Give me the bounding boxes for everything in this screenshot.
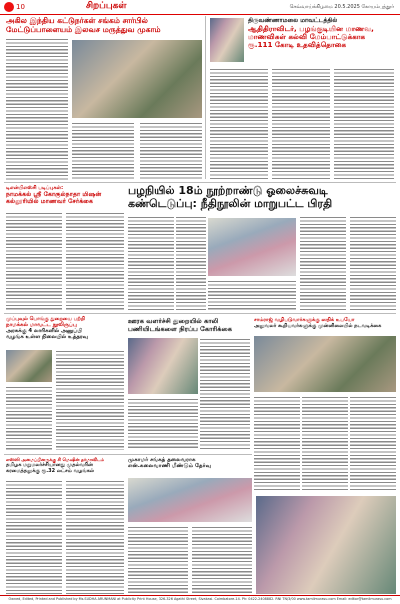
article-body — [6, 212, 62, 310]
article-body — [72, 122, 134, 180]
article-photo — [254, 336, 396, 392]
article-body — [200, 338, 250, 450]
event-photo — [256, 496, 396, 594]
article-body — [66, 212, 124, 310]
article-headline: ஊரக வளர்ச்சி துறையில் காலி பணியிடங்களை நிரப்ப கோரிக்கை — [128, 317, 232, 333]
edition-date: செவ்வாய்க்கிழமை 20.5.2025 கோயம்புத்தூர் — [289, 4, 394, 10]
section-divider — [4, 182, 396, 183]
article-photo — [128, 338, 198, 394]
section-divider — [4, 313, 396, 314]
article-body — [56, 350, 124, 450]
article-body — [128, 398, 198, 450]
section-divider — [4, 454, 252, 455]
article-photo — [6, 350, 52, 382]
article-headline: பழநியில் 18ம் நூற்றாண்டு ஓலைச்சுவடி கண்டெடுப்பு: நீதிநூலின் மாறுபட்ட பிரதி — [128, 184, 333, 210]
article-body — [6, 38, 68, 180]
article-body — [272, 68, 330, 180]
article-body — [300, 216, 346, 310]
article-headline: அகில இந்திய கட்டுநர்கள் சங்கம் சார்பில் மேட்டுப்பாளையம் இலவச மருத்துவ முகாம் — [6, 16, 161, 34]
masthead: சிறப்புகள் — [86, 1, 127, 11]
article-body — [350, 396, 396, 492]
article-headline: சாம்ராஜ் வழிபடுவார்களுக்கு ஸதிக் உபயோ அலுவலர் கூறியவர்களுக்கு முன்னிலையில் நடவடிக்கை — [254, 317, 382, 329]
footer-imprint: Owned, Edited, Printed and Published by Ms.SUDHA ARUNMANI at Publicity Print House, 326-326 Agathi Street, Sivakasi. Coimbatore-14. Ph: 0422-2408882. RNI TN/3/00 www.tamilmurasu.com Email: editor@tamilmurasu.com — [8, 597, 392, 601]
article-body — [6, 480, 62, 594]
column-divider — [205, 16, 206, 179]
article-photo — [72, 40, 202, 118]
brand-logo — [4, 2, 14, 12]
article-body — [302, 396, 348, 492]
article-headline: முப்புவுல் பொங்கு துறையை பற்றி நாமக்கல் மாவட்ட நூலிருப்பு அரசுக்கு 4 லாரிகளில் அனுப்பி வழங்க உள்ள நிலையில் உத்தரவு — [6, 316, 88, 341]
palm-leaf-photo — [208, 218, 296, 276]
footer-rule — [0, 595, 400, 596]
article-body — [66, 480, 124, 594]
article-headline: டிஎன்பிஎஸ்சி படிப்புகள்: நாமக்கல் ஸ்ரீ கோகுல்நாதா மிஷன் கல்லூரியில் மாணவர் சேர்க்கை — [6, 185, 102, 206]
article-headline: திருவண்ணாமலை மாவட்டத்தில் ஆதிதிராவிடர், பழங்குடியின மாணவ, மாணவிகள் கல்வி மேம்பாட்டுக்காக ரூ.111 கோடி உதவித்தொகை — [248, 17, 374, 50]
article-body — [6, 386, 52, 450]
article-body — [176, 216, 206, 310]
article-body — [140, 122, 202, 180]
article-body — [192, 526, 252, 594]
article-headline: முகாமர் சங்கத் தலைவராக என்.கலைவாணி மீண்டும் தேர்வு — [128, 457, 211, 470]
article-body — [128, 216, 174, 310]
article-body — [334, 68, 394, 180]
article-body — [254, 396, 300, 492]
page-number: 10 — [16, 3, 25, 11]
portrait-photo — [210, 18, 244, 62]
article-body — [208, 280, 296, 310]
article-headline: எஸ்ஸி அமைப்பினருக்கு சி மெஷின் தர்மாவிடம் தமிழக மறுமலர்ச்சியானது முதல்வரின் கரமைத்தலுக்கு ரூ.32 லட்சம் வழங்கல் — [6, 458, 105, 474]
article-body — [210, 68, 268, 180]
article-body — [128, 526, 188, 594]
article-body — [350, 216, 396, 310]
article-photo — [128, 478, 252, 522]
